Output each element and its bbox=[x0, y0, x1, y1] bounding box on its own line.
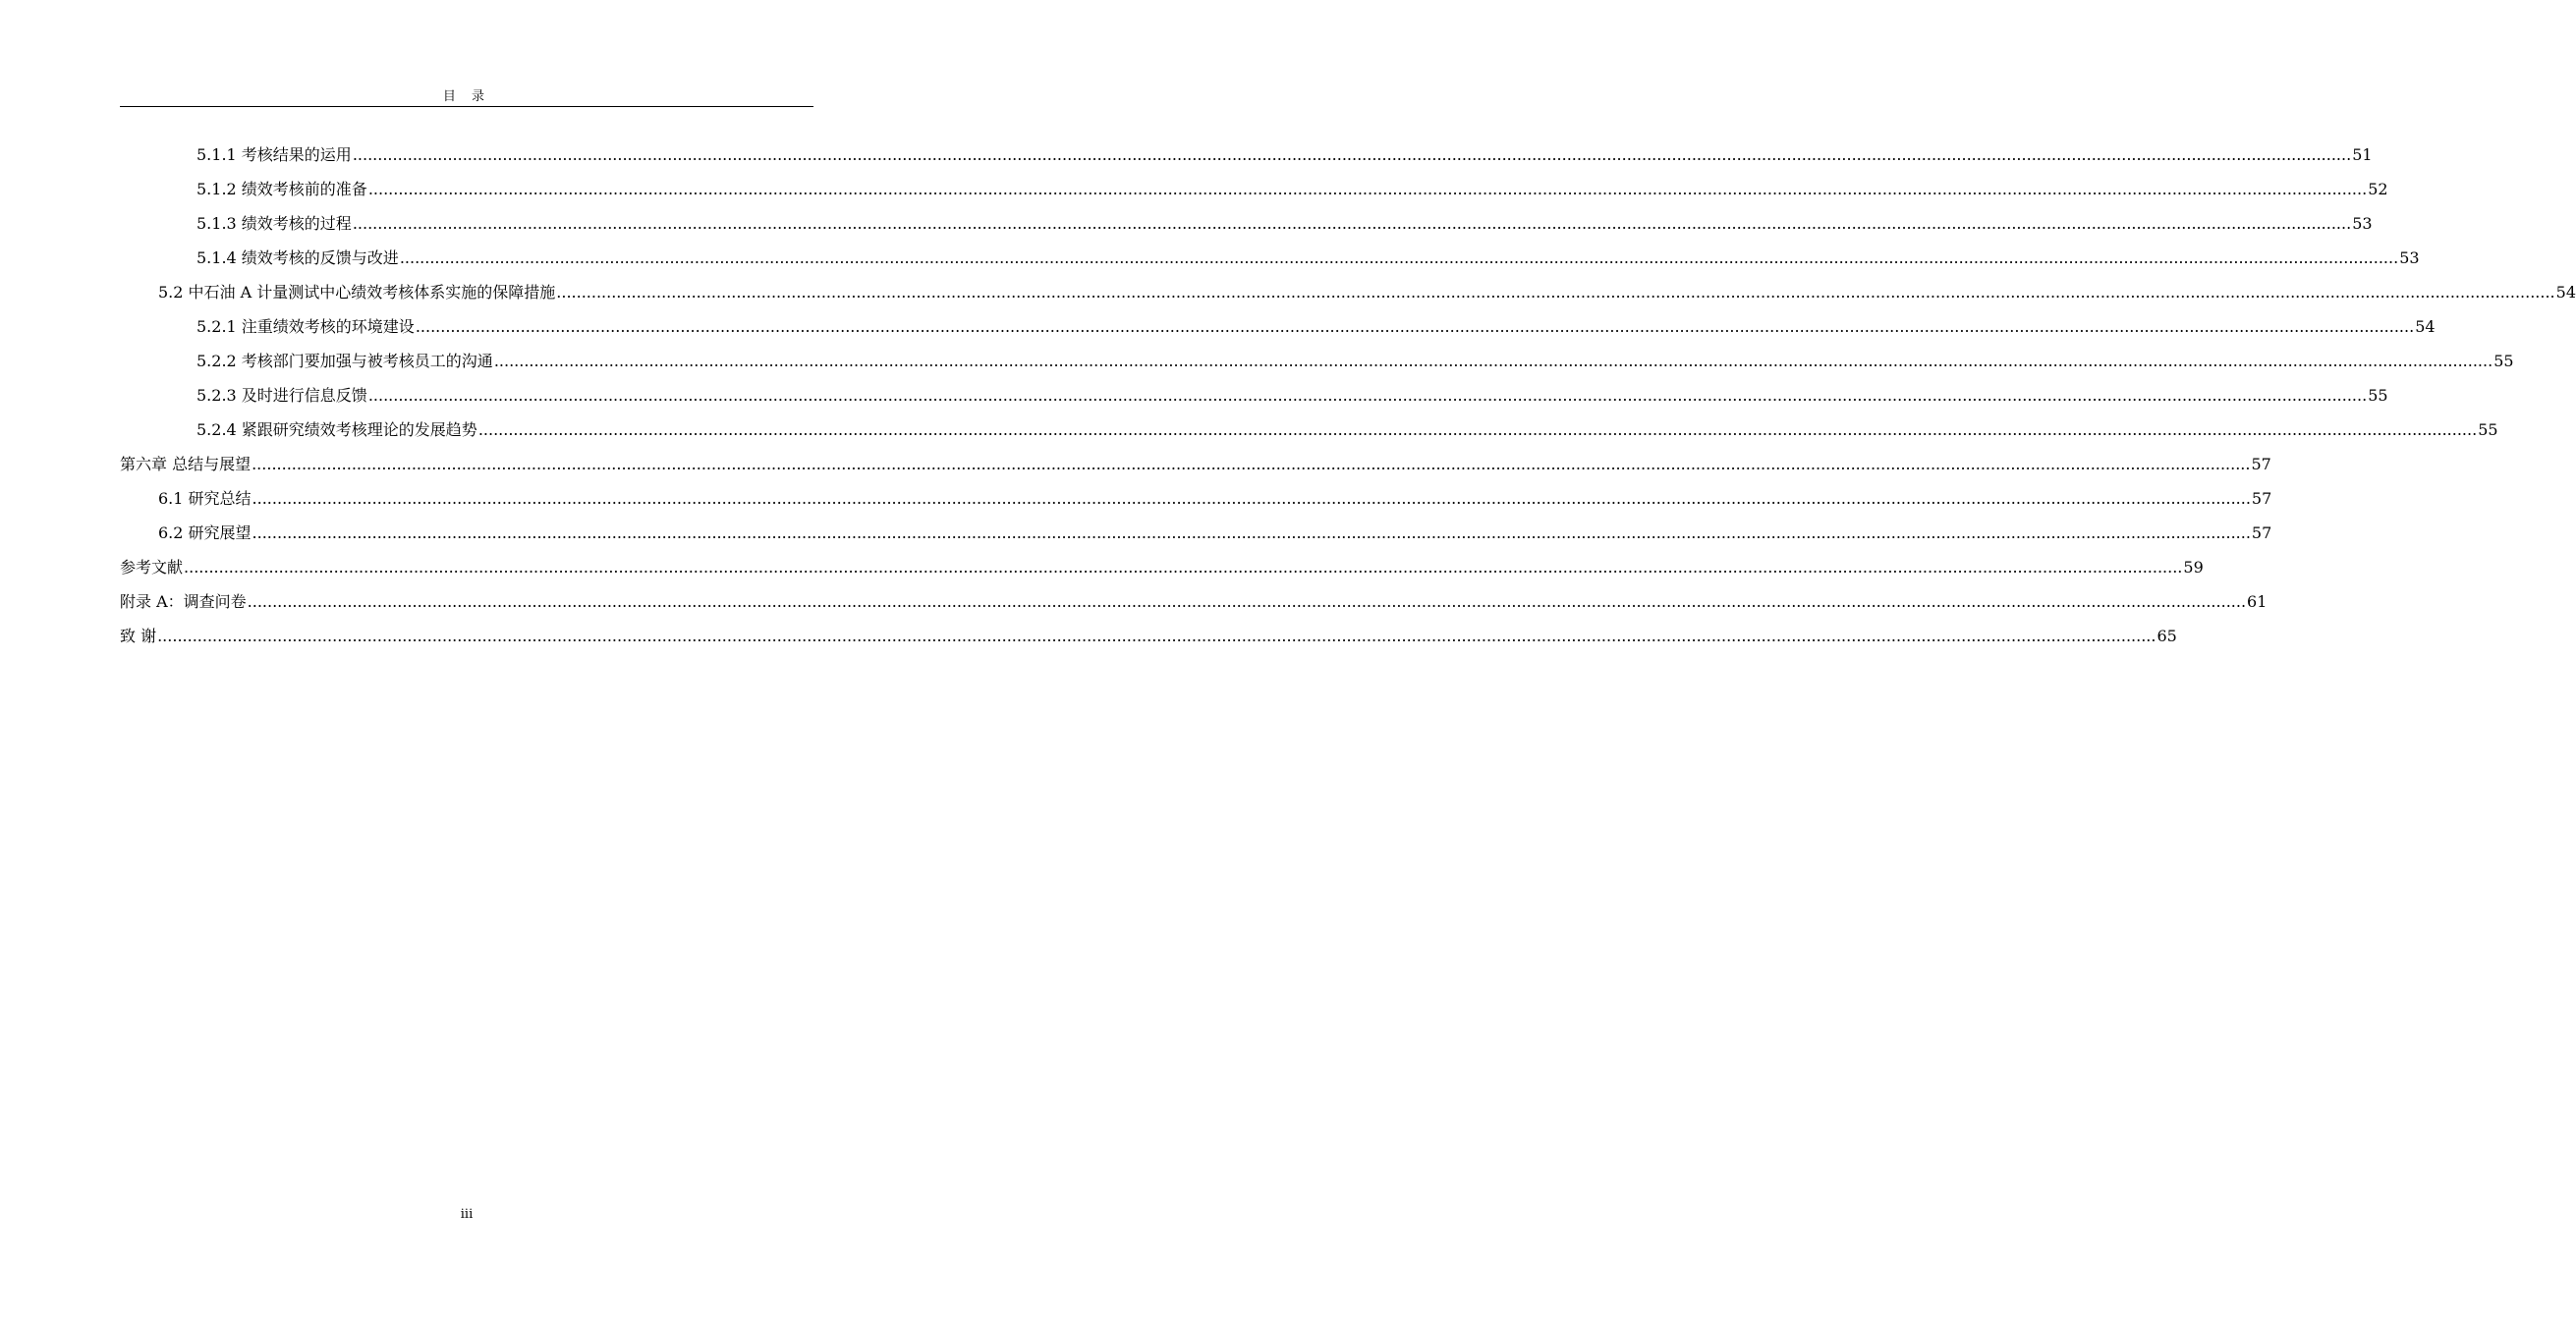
toc-entry-title: 5.2.4 紧跟研究绩效考核理论的发展趋势 bbox=[196, 420, 477, 439]
toc-entry[interactable] bbox=[120, 550, 2204, 584]
toc-entry-page: 57 bbox=[2251, 489, 2272, 508]
toc-dot-leader: ................................................................................................................................................................................................................................................................................................................................................................................................................ bbox=[556, 283, 2555, 302]
toc-entry[interactable] bbox=[120, 241, 2420, 275]
toc-entry-page: 65 bbox=[2156, 627, 2177, 645]
toc-dot-leader: ................................................................................................................................................................................................................................................................................................................................................................................................................ bbox=[252, 523, 2251, 542]
toc-entry-page: 59 bbox=[2183, 558, 2204, 577]
toc-dot-leader: ................................................................................................................................................................................................................................................................................................................................................................................................................ bbox=[352, 145, 2352, 164]
toc-entry-title: 5.1.4 绩效考核的反馈与改进 bbox=[196, 248, 399, 267]
toc-entry[interactable] bbox=[120, 378, 2388, 412]
table-of-contents bbox=[120, 138, 2576, 653]
toc-dot-leader: ................................................................................................................................................................................................................................................................................................................................................................................................................ bbox=[352, 214, 2352, 233]
toc-dot-leader: ................................................................................................................................................................................................................................................................................................................................................................................................................ bbox=[415, 317, 2415, 336]
toc-entry-page: 51 bbox=[2352, 145, 2373, 164]
toc-entry-page: 55 bbox=[2478, 420, 2498, 439]
toc-dot-leader: ................................................................................................................................................................................................................................................................................................................................................................................................................ bbox=[493, 352, 2493, 370]
page-header-title: 目 录 bbox=[442, 89, 491, 104]
toc-entry[interactable] bbox=[120, 481, 2272, 516]
toc-entry-title: 5.1.3 绩效考核的过程 bbox=[196, 214, 352, 233]
toc-entry-page: 57 bbox=[2251, 523, 2272, 542]
toc-entry[interactable] bbox=[120, 206, 2373, 241]
toc-entry-title: 5.2.3 及时进行信息反馈 bbox=[196, 386, 367, 405]
toc-entry[interactable] bbox=[120, 584, 2268, 619]
toc-dot-leader: ................................................................................................................................................................................................................................................................................................................................................................................................................ bbox=[399, 248, 2399, 267]
toc-entry[interactable] bbox=[120, 412, 2498, 447]
toc-entry-page: 54 bbox=[2555, 283, 2576, 302]
toc-entry[interactable] bbox=[120, 516, 2272, 550]
toc-entry[interactable] bbox=[120, 138, 2373, 172]
toc-dot-leader: ................................................................................................................................................................................................................................................................................................................................................................................................................ bbox=[184, 558, 2183, 577]
toc-entry-page: 55 bbox=[2493, 352, 2514, 370]
toc-dot-leader: ................................................................................................................................................................................................................................................................................................................................................................................................................ bbox=[477, 420, 2478, 439]
toc-entry-page: 53 bbox=[2399, 248, 2420, 267]
toc-entry-title: 附录 A：调查问卷 bbox=[120, 592, 247, 611]
toc-entry-title: 5.2.2 考核部门要加强与被考核员工的沟通 bbox=[196, 352, 493, 370]
toc-dot-leader: ................................................................................................................................................................................................................................................................................................................................................................................................................ bbox=[247, 592, 2247, 611]
toc-entry-title: 参考文献 bbox=[120, 558, 184, 577]
toc-entry-page: 53 bbox=[2352, 214, 2373, 233]
page-number: iii bbox=[460, 1207, 474, 1222]
toc-entry[interactable] bbox=[120, 309, 2436, 344]
toc-entry-title: 5.2.1 注重绩效考核的环境建设 bbox=[196, 317, 415, 336]
toc-entry-title: 5.2 中石油 A 计量测试中心绩效考核体系实施的保障措施 bbox=[158, 283, 556, 302]
toc-entry-page: 55 bbox=[2368, 386, 2388, 405]
toc-entry[interactable] bbox=[120, 275, 2576, 309]
toc-entry[interactable] bbox=[120, 344, 2514, 378]
toc-entry-title: 5.1.1 考核结果的运用 bbox=[196, 145, 352, 164]
toc-entry-page: 57 bbox=[2251, 455, 2271, 473]
toc-entry-title: 5.1.2 绩效考核前的准备 bbox=[196, 180, 367, 198]
toc-entry[interactable] bbox=[120, 447, 2271, 481]
toc-entry-title: 致 谢 bbox=[120, 627, 157, 645]
toc-entry-title: 第六章 总结与展望 bbox=[120, 455, 252, 473]
toc-entry-page: 61 bbox=[2247, 592, 2268, 611]
toc-entry-title: 6.2 研究展望 bbox=[158, 523, 252, 542]
header-rule bbox=[120, 106, 813, 107]
toc-dot-leader: ................................................................................................................................................................................................................................................................................................................................................................................................................ bbox=[367, 386, 2368, 405]
toc-dot-leader: ................................................................................................................................................................................................................................................................................................................................................................................................................ bbox=[157, 627, 2156, 645]
toc-dot-leader: ................................................................................................................................................................................................................................................................................................................................................................................................................ bbox=[252, 489, 2251, 508]
toc-dot-leader: ................................................................................................................................................................................................................................................................................................................................................................................................................ bbox=[252, 455, 2251, 473]
toc-entry-page: 54 bbox=[2415, 317, 2436, 336]
toc-entry-page: 52 bbox=[2368, 180, 2388, 198]
toc-entry-title: 6.1 研究总结 bbox=[158, 489, 252, 508]
toc-entry[interactable] bbox=[120, 172, 2388, 206]
toc-entry[interactable] bbox=[120, 619, 2177, 653]
toc-dot-leader: ................................................................................................................................................................................................................................................................................................................................................................................................................ bbox=[367, 180, 2368, 198]
